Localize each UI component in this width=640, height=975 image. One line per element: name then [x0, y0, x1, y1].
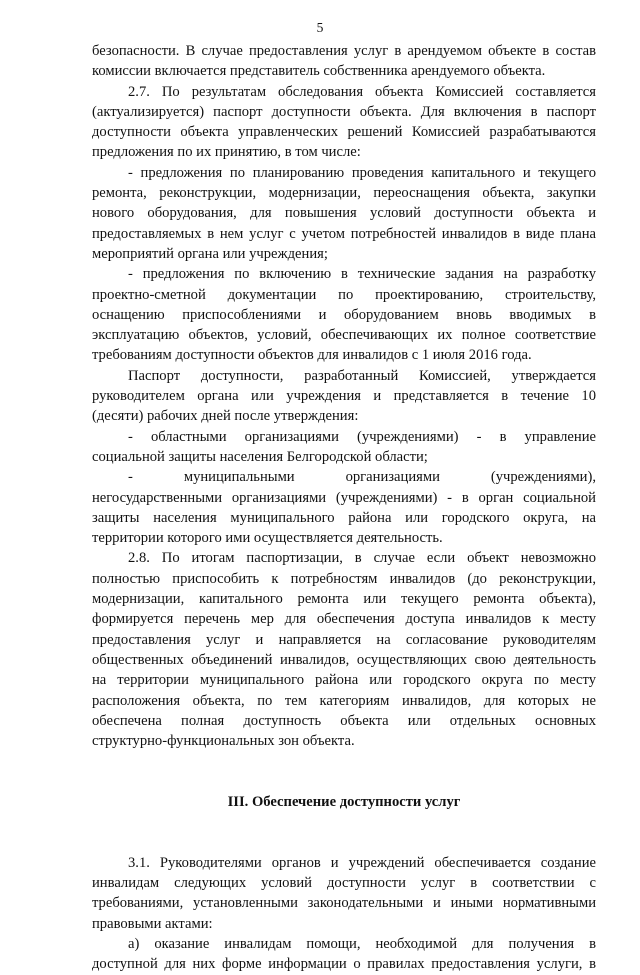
text-line: - муниципальными организациями (учреждениями),	[128, 469, 596, 486]
text-line: - предложения по планированию проведения капитального и текущего	[128, 164, 596, 181]
text-line: - предложения по включению в технические задания на разработку	[128, 266, 596, 283]
blank-line	[92, 833, 596, 853]
text-line: общественных объединений инвалидов, осуществляющих свою деятельность	[92, 651, 596, 668]
text-line: комиссии включается представитель собственника арендуемого объекта.	[92, 63, 546, 80]
text-line: предложения по их принятию, в том числе:	[92, 144, 361, 161]
text-line: обеспечена полная доступность объекта или отдельных основных	[92, 712, 596, 729]
text-line: предоставления услуг и направляется на согласование руководителям	[92, 631, 596, 648]
text-line: ремонта, реконструкции, модернизации, переоснащения объекта, закупки	[92, 185, 596, 202]
document-body	[92, 41, 596, 975]
blank-line	[92, 751, 596, 771]
text-line: 2.7. По результатам обследования объекта Комиссией составляется	[128, 83, 596, 100]
text-line: правовыми актами:	[92, 915, 213, 932]
blank-line	[92, 812, 596, 832]
text-line: модернизации, капитального ремонта или текущего ремонта объекта),	[92, 591, 596, 608]
text-line: на территории муниципального района или городского округа по месту	[92, 672, 596, 689]
text-line: 3.1. Руководителями органов и учреждений обеспечивается создание	[128, 854, 596, 871]
text-line: руководителем органа или учреждения и представляется в течение 10	[92, 388, 596, 405]
text-line: - областными организациями (учреждениями) - в управление	[128, 428, 596, 445]
blank-line	[92, 772, 596, 792]
text-line: нового оборудования, для повышения условий доступности объекта и	[92, 205, 596, 222]
text-line: (десяти) рабочих дней после утверждения:	[92, 408, 359, 425]
text-line: доступности объекта управленческих решений Комиссией разрабатываются	[92, 124, 596, 141]
text-line: предоставляемых в нем услуг с учетом потребностей инвалидов в виде плана	[92, 225, 596, 242]
text-line: формируется перечень мер для обеспечения доступа инвалидов к месту	[92, 611, 596, 628]
text-line: безопасности. В случае предоставления услуг в арендуемом объекте в состав	[92, 43, 596, 59]
text-line: эксплуатацию объектов, условий, обеспечивающих их полное соответствие	[92, 327, 596, 344]
text-line: защиты населения муниципального района или городского округа, на	[92, 509, 596, 526]
text-line: структурно-функциональных зон объекта.	[92, 733, 355, 750]
text-line: расположения объекта, по тем категориям инвалидов, для которых не	[92, 692, 596, 709]
text-line: территории которого ими осуществляется деятельность.	[92, 530, 443, 547]
text-line: требованиями, установленными законодательными и иными нормативными	[92, 895, 596, 912]
text-line: 2.8. По итогам паспортизации, в случае если объект невозможно	[128, 550, 596, 567]
text-line: (актуализируется) паспорт доступности объекта. Для включения в паспорт	[92, 103, 596, 120]
text-line: а) оказание инвалидам помощи, необходимой для получения в	[128, 936, 596, 953]
section-heading: III. Обеспечение доступности услуг	[227, 793, 461, 810]
text-line: социальной защиты населения Белгородской области;	[92, 448, 428, 465]
text-line: доступной для них форме информации о правилах предоставления услуги, в	[92, 956, 596, 973]
text-line: Паспорт доступности, разработанный Комиссией, утверждается	[128, 367, 596, 384]
text-line: инвалидам следующих условий доступности услуг в соответствии с	[92, 875, 596, 892]
page-number: 5	[316, 20, 324, 35]
text-line: оснащению приспособлениями и оборудованием вновь вводимых в	[92, 306, 596, 323]
text-line: проектно-сметной документации по проектированию, строительству,	[92, 286, 596, 303]
text-line: требованиям доступности объектов для инвалидов с 1 июля 2016 года.	[92, 347, 532, 364]
text-line: полностью приспособить к потребностям инвалидов (до реконструкции,	[92, 570, 596, 587]
text-line: мероприятий органа или учреждения;	[92, 245, 328, 262]
text-line: негосударственными организациями (учреждениями) - в орган социальной	[92, 489, 596, 506]
